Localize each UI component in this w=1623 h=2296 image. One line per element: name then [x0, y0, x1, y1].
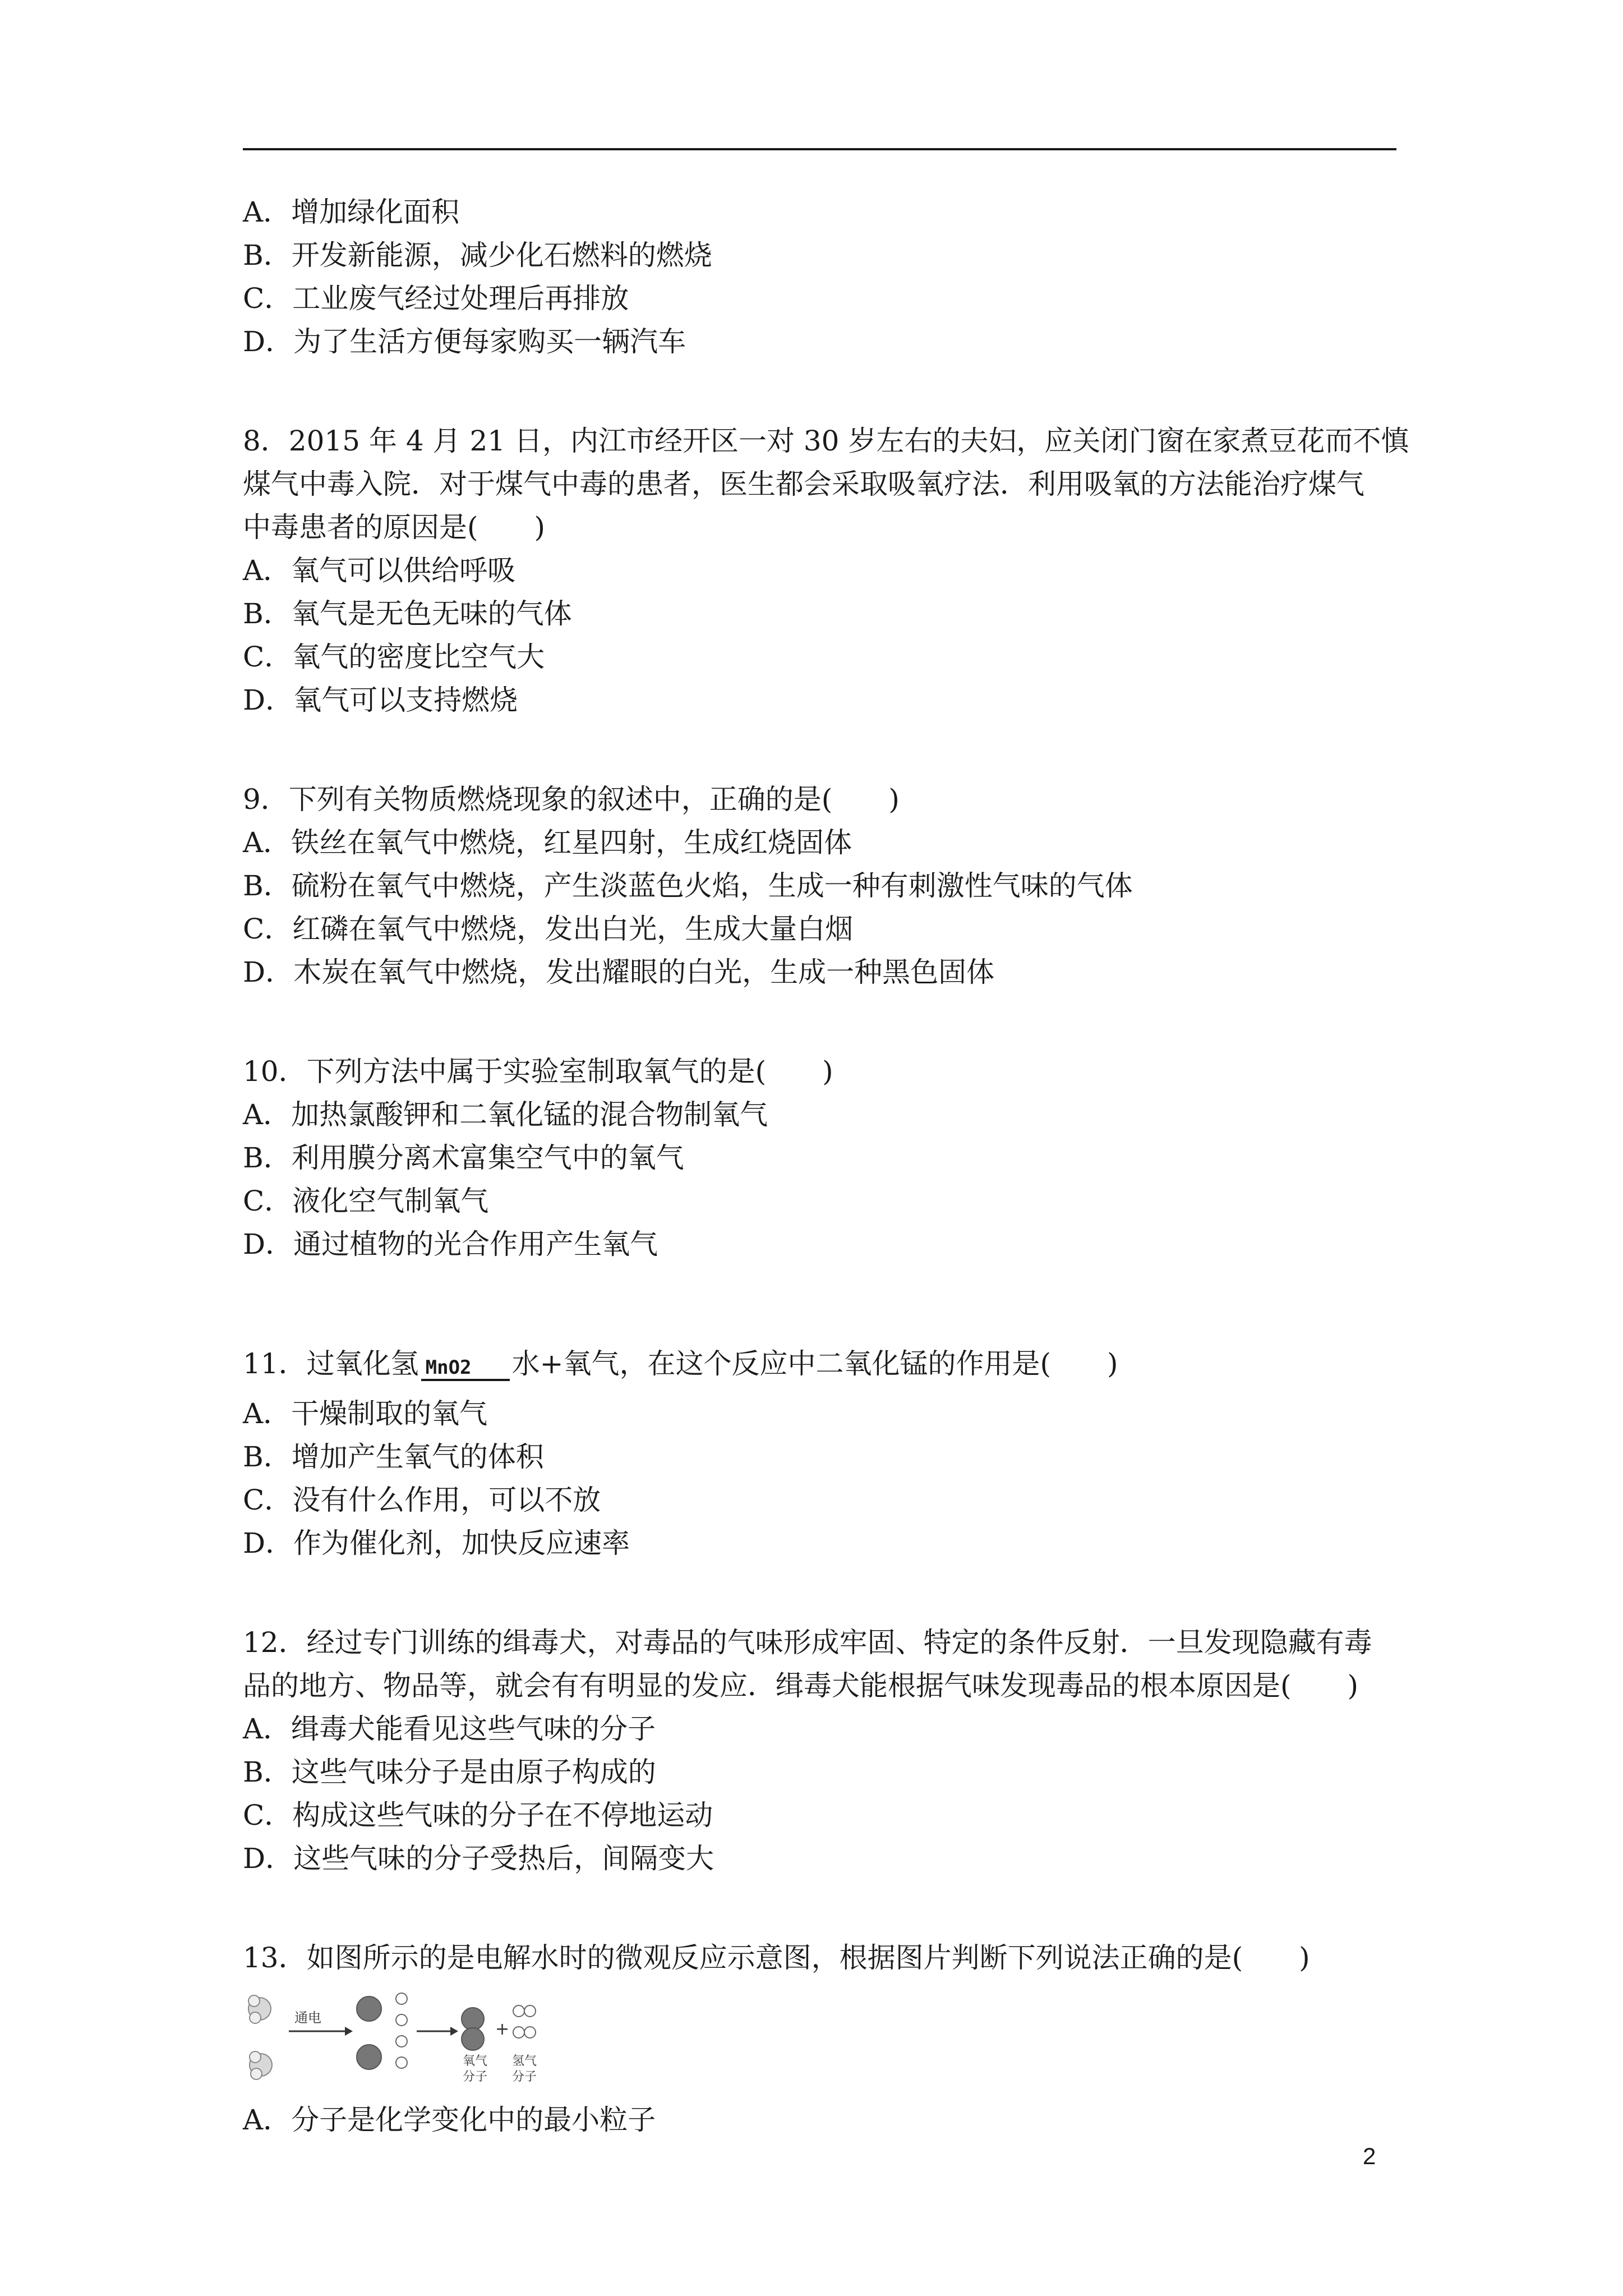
q8-stem-line-2: 煤气中毒入院．对于煤气中毒的患者，医生都会采取吸氧疗法．利用吸氧的方法能治疗煤气 [243, 468, 1364, 500]
q10-option-d: D．通过植物的光合作用产生氧气 [243, 1228, 658, 1260]
reaction-line [421, 1379, 510, 1381]
plus-sign: + [495, 2019, 510, 2039]
q10-stem: 10．下列方法中属于实验室制取氧气的是( ) [243, 1055, 833, 1088]
q12-option-a: A．缉毒犬能看见这些气味的分子 [243, 1713, 656, 1745]
arrow-head-2 [450, 2027, 458, 2036]
q9-option-d: D．木炭在氧气中燃烧，发出耀眼的白光，生成一种黑色固体 [243, 956, 995, 988]
electrolysis-diagram [243, 1987, 602, 2088]
q8-stem-line-3: 中毒患者的原因是( ) [243, 511, 546, 544]
q7-option-d: D．为了生活方便每家购买一辆汽车 [243, 325, 686, 358]
page-content [243, 191, 1409, 2142]
q10-option-b: B．利用膜分离术富集空气中的氧气 [243, 1142, 684, 1174]
q12-option-c: C．构成这些气味的分子在不停地运动 [243, 1799, 713, 1832]
q13-option-a: A．分子是化学变化中的最小粒子 [243, 2104, 656, 2136]
hydrogen-atom-2 [396, 2014, 407, 2026]
hydrogen-atom-3 [396, 2036, 407, 2047]
hydrogen-atom-1 [396, 1993, 407, 2004]
q11-stem-suffix: 水+氧气，在这个反应中二氧化锰的作用是( ) [511, 1347, 1118, 1380]
hydrogen-molecule-2-atom-2 [524, 2027, 536, 2038]
q11-stem [243, 1322, 1409, 1392]
q8-option-c: C．氧气的密度比空气大 [243, 641, 545, 673]
hydrogen-molecule-2-atom-1 [513, 2027, 524, 2038]
hydrogen-molecule-1-atom-1 [513, 2005, 524, 2017]
q11-option-a: A．干燥制取的氧气 [243, 1397, 488, 1430]
q10-option-a: A．加热氯酸钾和二氧化锰的混合物制氧气 [243, 1098, 768, 1131]
q9-option-c: C．红磷在氧气中燃烧，发出白光，生成大量白烟 [243, 913, 854, 945]
q7-option-a: A．增加绿化面积 [243, 196, 460, 228]
hydrogen-label-line-2: 分子 [512, 2070, 537, 2084]
q12-option-b: B．这些气味分子是由原子构成的 [243, 1756, 656, 1788]
q12-option-d: D．这些气味的分子受热后，间隔变大 [243, 1842, 714, 1875]
q8-stem-line-1: 8．2015 年 4 月 21 日，内江市经开区一对 30 岁左右的夫妇，应关闭门窗在家煮豆花而不慎 [243, 425, 1409, 457]
oxygen-label-line-1: 氧气 [463, 2054, 488, 2068]
electrolysis-diagram-svg [243, 1987, 602, 2088]
oxygen-molecule-atom-1 [462, 2008, 484, 2030]
q8-option-a: A．氧气可以供给呼吸 [243, 554, 516, 587]
catalyst-label: MnO2 [425, 1356, 472, 1379]
water-molecule-bottom [250, 2051, 272, 2079]
water-molecule-top [248, 1995, 271, 2023]
hydrogen-label-line-1: 氢气 [512, 2054, 537, 2068]
arrow-head-1 [345, 2027, 353, 2036]
q8-option-d: D．氧气可以支持燃烧 [243, 684, 518, 716]
q7-option-b: B．开发新能源，减少化石燃料的燃烧 [243, 239, 712, 272]
oxygen-atom-top [357, 1996, 381, 2021]
header-rule [243, 148, 1396, 150]
arrow-label-electricity: 通电 [294, 2010, 321, 2026]
q11-option-c: C．没有什么作用，可以不放 [243, 1484, 601, 1516]
q9-option-b: B．硫粉在氧气中燃烧，产生淡蓝色火焰，生成一种有刺激性气味的气体 [243, 869, 1133, 902]
oxygen-molecule-atom-2 [462, 2028, 484, 2050]
q11-option-b: B．增加产生氧气的体积 [243, 1441, 544, 1473]
q9-stem: 9．下列有关物质燃烧现象的叙述中，正确的是( ) [243, 783, 900, 816]
q11-stem-prefix: 11．过氧化氢 [243, 1347, 419, 1380]
oxygen-atom-bottom [357, 2045, 381, 2069]
q12-stem-line-2: 品的地方、物品等，就会有有明显的发应．缉毒犬能根据气味发现毒品的根本原因是( ) [243, 1669, 1359, 1702]
q13-stem: 13．如图所示的是电解水时的微观反应示意图，根据图片判断下列说法正确的是( ) [243, 1941, 1310, 1974]
page-number: 2 [1363, 2143, 1376, 2169]
reaction-condition [421, 1346, 510, 1386]
q10-option-c: C．液化空气制氧气 [243, 1185, 489, 1217]
oxygen-label-line-2: 分子 [463, 2070, 488, 2084]
q8-option-b: B．氧气是无色无味的气体 [243, 597, 572, 630]
q12-stem-line-1: 12．经过专门训练的缉毒犬，对毒品的气味形成牢固、特定的条件反射．一旦发现隐藏有毒 [243, 1626, 1372, 1659]
q11-option-d: D．作为催化剂，加快反应速率 [243, 1527, 630, 1559]
q7-option-c: C．工业废气经过处理后再排放 [243, 282, 629, 315]
hydrogen-atom-4 [396, 2057, 407, 2068]
q9-option-a: A．铁丝在氧气中燃烧，红星四射，生成红烧固体 [243, 826, 852, 859]
hydrogen-molecule-1-atom-2 [524, 2005, 536, 2017]
